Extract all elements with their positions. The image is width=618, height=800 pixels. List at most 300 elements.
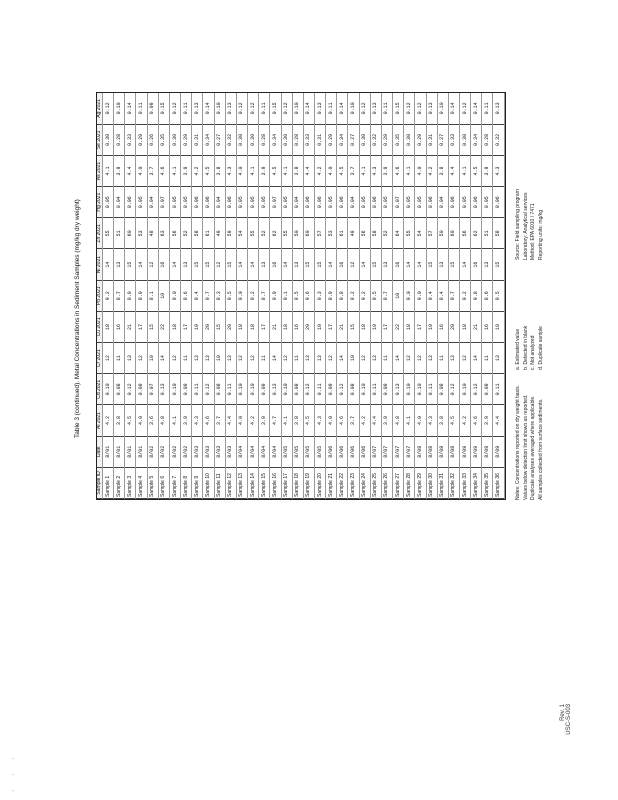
- table-cell: 20: [303, 311, 314, 342]
- table-cell: 0.09: [181, 374, 192, 405]
- table-cell: 60: [303, 218, 314, 249]
- row-label-cell: Sample 10: [203, 467, 214, 498]
- table-cell: 62: [270, 218, 281, 249]
- table-cell: 0.12: [248, 93, 259, 124]
- table-cell: 15: [125, 249, 136, 280]
- table-cell: 9.4: [426, 280, 437, 311]
- row-label-cell: Sample 2: [114, 467, 125, 498]
- table-cell: 0.30: [103, 124, 114, 155]
- table-cell: 8.7: [381, 280, 392, 311]
- table-cell: 13: [303, 343, 314, 374]
- table-cell: 0.05: [181, 187, 192, 218]
- table-cell: 8/09: [493, 436, 505, 467]
- table-cell: 3.7: [348, 405, 359, 436]
- table-cell: 49: [214, 218, 225, 249]
- table-cell: 0.11: [192, 374, 203, 405]
- table-cell: 3.9: [259, 405, 270, 436]
- table-cell: 0.28: [292, 124, 303, 155]
- row-label-cell: Sample 3: [125, 467, 136, 498]
- table-cell: 16: [337, 249, 348, 280]
- table-cell: 0.05: [460, 187, 471, 218]
- table-cell: 0.31: [426, 124, 437, 155]
- column-header: Zn 2021: [97, 218, 103, 249]
- table-cell: 17: [259, 311, 270, 342]
- table-cell: 8/02: [158, 436, 169, 467]
- table-row: [236, 93, 247, 499]
- table-cell: 56: [359, 218, 370, 249]
- table-cell: 48: [147, 218, 158, 249]
- table-cell: 17: [181, 311, 192, 342]
- table-row: [370, 93, 381, 499]
- table-cell: 12: [359, 343, 370, 374]
- table-cell: 3.7: [214, 405, 225, 436]
- table-cell: 16: [482, 311, 493, 342]
- table-cell: 0.09: [259, 374, 270, 405]
- table-cell: 12: [281, 343, 292, 374]
- column-header: Al 2021: [97, 405, 103, 436]
- column-header: Date: [97, 436, 103, 467]
- table-row: [214, 93, 225, 499]
- table-cell: 4.1: [281, 405, 292, 436]
- table-cell: 0.34: [203, 124, 214, 155]
- footnote-line: Laboratory: Analytical services: [522, 192, 529, 260]
- table-cell: 0.10: [404, 374, 415, 405]
- column-header: Sample ID: [97, 467, 103, 498]
- table-cell: 0.08: [114, 374, 125, 405]
- table-row: [437, 93, 448, 499]
- table-cell: 3.9: [259, 155, 270, 186]
- table-row: [381, 93, 392, 499]
- table-cell: 10: [348, 343, 359, 374]
- table-cell: 0.30: [404, 124, 415, 155]
- table-cell: 14: [337, 343, 348, 374]
- table-cell: 12: [404, 343, 415, 374]
- table-row: [259, 93, 270, 499]
- row-label-cell: Sample 21: [326, 467, 337, 498]
- table-cell: 13: [259, 249, 270, 280]
- table-cell: 4.5: [125, 405, 136, 436]
- table-cell: 15: [314, 249, 325, 280]
- table-cell: 0.09: [147, 93, 158, 124]
- table-cell: 8/04: [270, 436, 281, 467]
- data-table-container: [96, 92, 506, 500]
- table-cell: 0.07: [393, 187, 404, 218]
- table-cell: 0.04: [292, 187, 303, 218]
- table-cell: 0.10: [460, 374, 471, 405]
- table-cell: 3.7: [147, 155, 158, 186]
- table-row: [281, 93, 292, 499]
- table-cell: 0.12: [125, 374, 136, 405]
- table-cell: 4.8: [158, 405, 169, 436]
- row-label-cell: Sample 25: [370, 467, 381, 498]
- table-cell: 0.13: [158, 374, 169, 405]
- row-label-cell: Sample 16: [270, 467, 281, 498]
- table-cell: 8/06: [337, 436, 348, 467]
- table-cell: 4.4: [125, 155, 136, 186]
- table-cell: 0.10: [359, 374, 370, 405]
- table-cell: 59: [225, 218, 236, 249]
- row-label-cell: Sample 35: [482, 467, 493, 498]
- table-cell: 0.05: [259, 187, 270, 218]
- table-cell: 0.28: [381, 124, 392, 155]
- table-cell: 4.0: [415, 405, 426, 436]
- table-cell: 8/07: [370, 436, 381, 467]
- table-cell: 0.10: [169, 374, 180, 405]
- table-cell: 15: [448, 249, 459, 280]
- table-cell: 0.05: [482, 187, 493, 218]
- reference-code: USC-S-003: [566, 704, 572, 735]
- table-cell: 0.34: [471, 124, 482, 155]
- table-cell: 57: [314, 218, 325, 249]
- table-row: [136, 93, 147, 499]
- column-header: Ni 2021: [97, 249, 103, 280]
- table-cell: 9.2: [359, 280, 370, 311]
- table-row: [348, 93, 359, 499]
- footnote-line: Duplicate analyses averaged where applicable.: [530, 395, 536, 500]
- table-cell: 51: [482, 218, 493, 249]
- table-cell: 13: [381, 249, 392, 280]
- row-label-cell: Sample 5: [147, 467, 158, 498]
- table-cell: 50: [292, 218, 303, 249]
- table-cell: 9.3: [314, 280, 325, 311]
- table-cell: 0.10: [236, 374, 247, 405]
- table-cell: 4.0: [326, 405, 337, 436]
- table-cell: 0.14: [448, 93, 459, 124]
- table-cell: 4.5: [303, 405, 314, 436]
- table-cell: 17: [415, 311, 426, 342]
- table-cell: 15: [203, 249, 214, 280]
- table-row: [125, 93, 136, 499]
- table-cell: 10: [147, 343, 158, 374]
- table-cell: 21: [270, 311, 281, 342]
- table-row: [415, 93, 426, 499]
- table-cell: 0.06: [225, 187, 236, 218]
- table-cell: 0.12: [471, 374, 482, 405]
- table-cell: 16: [114, 311, 125, 342]
- table-cell: 12: [236, 343, 247, 374]
- reference-sub: Rev. 1: [560, 704, 566, 721]
- table-cell: 0.09: [136, 374, 147, 405]
- row-label-cell: Sample 8: [181, 467, 192, 498]
- table-cell: 4.4: [303, 155, 314, 186]
- table-row: [103, 93, 114, 499]
- table-cell: 8/09: [471, 436, 482, 467]
- table-cell: 18: [103, 311, 114, 342]
- footnote-line: Values below detection limit shown as reported.: [522, 394, 529, 500]
- footnote-line: Source: Field sampling program: [515, 189, 521, 260]
- table-cell: 15: [348, 311, 359, 342]
- table-cell: 0.06: [426, 187, 437, 218]
- table-cell: 0.06: [314, 187, 325, 218]
- table-cell: 0.11: [482, 93, 493, 124]
- row-label-cell: Sample 24: [359, 467, 370, 498]
- table-cell: 0.29: [136, 124, 147, 155]
- table-cell: 0.12: [448, 374, 459, 405]
- table-cell: 0.12: [415, 93, 426, 124]
- row-label-cell: Sample 6: [158, 467, 169, 498]
- row-label-cell: Sample 33: [460, 467, 471, 498]
- table-cell: 15: [370, 249, 381, 280]
- table-cell: 4.2: [314, 155, 325, 186]
- column-header: Cr 2021: [97, 343, 103, 374]
- table-cell: 0.10: [214, 93, 225, 124]
- table-cell: 14: [359, 249, 370, 280]
- table-cell: 8/05: [281, 436, 292, 467]
- table-cell: 4.3: [493, 155, 505, 186]
- table-row: [147, 93, 158, 499]
- table-cell: 18: [248, 311, 259, 342]
- table-row: [393, 93, 404, 499]
- table-cell: 49: [348, 218, 359, 249]
- table-cell: 12: [460, 343, 471, 374]
- table-cell: 4.2: [103, 405, 114, 436]
- table-cell: 13: [114, 249, 125, 280]
- table-cell: 14: [281, 249, 292, 280]
- footnote-line: c. Not analyzed: [530, 335, 536, 370]
- table-row: [404, 93, 415, 499]
- table-cell: 9.6: [303, 280, 314, 311]
- table-cell: 8/08: [415, 436, 426, 467]
- table-row: [482, 93, 493, 499]
- table-cell: 0.31: [192, 124, 203, 155]
- column-header: Hg 2021: [97, 187, 103, 218]
- table-cell: 54: [415, 218, 426, 249]
- table-cell: 9.0: [404, 280, 415, 311]
- table-cell: 19: [314, 311, 325, 342]
- table-cell: 63: [158, 218, 169, 249]
- table-cell: 8/06: [348, 436, 359, 467]
- table-cell: 3.8: [437, 155, 448, 186]
- table-cell: 0.05: [136, 187, 147, 218]
- table-cell: 11: [259, 343, 270, 374]
- table-cell: 0.10: [281, 374, 292, 405]
- table-cell: 55: [103, 218, 114, 249]
- table-cell: 9.5: [493, 280, 505, 311]
- table-cell: 0.34: [270, 124, 281, 155]
- table-cell: 4.4: [493, 405, 505, 436]
- footnote-line: d. Duplicate sample: [537, 326, 544, 370]
- table-cell: 21: [471, 311, 482, 342]
- footnote-line: b. Detected in blank: [522, 325, 529, 370]
- table-row: [493, 93, 505, 499]
- row-label-cell: Sample 32: [448, 467, 459, 498]
- table-cell: 8/05: [314, 436, 325, 467]
- row-label-cell: Sample 22: [337, 467, 348, 498]
- table-cell: 0.11: [426, 374, 437, 405]
- table-cell: 0.32: [225, 124, 236, 155]
- table-cell: 8/07: [404, 436, 415, 467]
- table-cell: 8/08: [426, 436, 437, 467]
- table-cell: 11: [292, 343, 303, 374]
- table-cell: 0.06: [203, 187, 214, 218]
- table-cell: 0.15: [393, 93, 404, 124]
- table-cell: 3.9: [381, 155, 392, 186]
- row-label-cell: Sample 1: [103, 467, 114, 498]
- table-cell: 8.4: [437, 280, 448, 311]
- table-cell: 9.9: [270, 280, 281, 311]
- table-cell: 13: [437, 249, 448, 280]
- table-cell: 14: [460, 249, 471, 280]
- table-cell: 0.30: [281, 124, 292, 155]
- table-cell: 4.2: [192, 155, 203, 186]
- table-cell: 13: [192, 343, 203, 374]
- table-cell: 0.15: [158, 93, 169, 124]
- table-cell: 8/07: [393, 436, 404, 467]
- table-cell: 0.32: [493, 124, 505, 155]
- table-cell: 4.1: [281, 155, 292, 186]
- table-cell: 19: [192, 311, 203, 342]
- table-row: [337, 93, 348, 499]
- table-cell: 10: [393, 280, 404, 311]
- table-cell: 9.0: [415, 280, 426, 311]
- row-label-cell: Sample 27: [393, 467, 404, 498]
- table-cell: 8.5: [292, 280, 303, 311]
- table-cell: 0.13: [493, 93, 505, 124]
- table-cell: 21: [337, 311, 348, 342]
- table-cell: 0.12: [359, 93, 370, 124]
- table-cell: 18: [404, 311, 415, 342]
- row-label-cell: Sample 17: [281, 467, 292, 498]
- table-cell: 0.05: [404, 187, 415, 218]
- table-cell: 0.06: [370, 187, 381, 218]
- table-cell: 60: [125, 218, 136, 249]
- table-cell: 14: [471, 343, 482, 374]
- table-cell: 0.05: [169, 187, 180, 218]
- table-cell: 61: [203, 218, 214, 249]
- footnote-line: a. Estimated value: [515, 328, 521, 370]
- table-cell: 4.3: [225, 155, 236, 186]
- table-cell: 0.10: [103, 374, 114, 405]
- table-cell: 8/06: [326, 436, 337, 467]
- table-cell: 0.13: [370, 93, 381, 124]
- table-cell: 52: [381, 218, 392, 249]
- table-cell: 0.12: [236, 93, 247, 124]
- table-cell: 8/01: [114, 436, 125, 467]
- table-cell: 10: [214, 343, 225, 374]
- table-cell: 16: [393, 249, 404, 280]
- table-cell: 0.30: [460, 124, 471, 155]
- table-row: [426, 93, 437, 499]
- table-cell: 54: [236, 218, 247, 249]
- footnote-line: Reporting units: mg/kg: [537, 209, 544, 260]
- table-cell: 0.26: [147, 124, 158, 155]
- table-cell: 0.14: [125, 93, 136, 124]
- table-cell: 16: [471, 249, 482, 280]
- table-cell: 15: [147, 311, 158, 342]
- table-cell: 13: [203, 343, 214, 374]
- table-cell: 0.11: [259, 93, 270, 124]
- table-cell: 0.12: [404, 93, 415, 124]
- table-cell: 0.04: [147, 187, 158, 218]
- row-label-cell: Sample 36: [493, 467, 505, 498]
- table-cell: 4.4: [448, 155, 459, 186]
- table-cell: 55: [281, 218, 292, 249]
- table-cell: 11: [181, 343, 192, 374]
- table-cell: 64: [393, 218, 404, 249]
- footnote-line: Method: EPA 6010 / 7471: [530, 203, 536, 260]
- table-cell: 3.9: [482, 405, 493, 436]
- table-cell: 0.29: [415, 124, 426, 155]
- row-label-cell: Sample 9: [192, 467, 203, 498]
- table-cell: 4.3: [426, 405, 437, 436]
- row-label-cell: Sample 26: [381, 467, 392, 498]
- table-cell: 4.6: [393, 155, 404, 186]
- table-cell: 20: [448, 311, 459, 342]
- row-label-cell: Sample 34: [471, 467, 482, 498]
- table-cell: 4.1: [103, 155, 114, 186]
- table-row: [203, 93, 214, 499]
- table-cell: 15: [426, 249, 437, 280]
- table-cell: 14: [136, 249, 147, 280]
- column-header: Se 2021: [97, 124, 103, 155]
- table-cell: 4.0: [236, 405, 247, 436]
- row-label-cell: Sample 31: [437, 467, 448, 498]
- row-label-cell: Sample 30: [426, 467, 437, 498]
- table-cell: 0.13: [393, 374, 404, 405]
- table-cell: 0.04: [114, 187, 125, 218]
- table-cell: 4.0: [236, 155, 247, 186]
- table-cell: 0.05: [281, 187, 292, 218]
- table-cell: 3.9: [482, 155, 493, 186]
- table-cell: 53: [136, 218, 147, 249]
- table-cell: 9.8: [471, 280, 482, 311]
- table-cell: 0.10: [348, 93, 359, 124]
- table-cell: 0.34: [337, 124, 348, 155]
- table-cell: 18: [359, 311, 370, 342]
- table-cell: 18: [460, 311, 471, 342]
- table-cell: 22: [393, 311, 404, 342]
- table-cell: 8.9: [326, 280, 337, 311]
- table-cell: 11: [482, 343, 493, 374]
- table-cell: 4.7: [270, 405, 281, 436]
- table-cell: 0.11: [181, 93, 192, 124]
- row-label-cell: Sample 28: [404, 467, 415, 498]
- table-cell: 0.10: [415, 374, 426, 405]
- table-cell: 8/05: [303, 436, 314, 467]
- table-cell: 13: [448, 343, 459, 374]
- table-cell: 9.5: [225, 280, 236, 311]
- table-cell: 0.15: [270, 93, 281, 124]
- table-cell: 11: [381, 343, 392, 374]
- table-cell: 0.07: [270, 187, 281, 218]
- table-cell: 0.29: [326, 124, 337, 155]
- table-cell: 0.13: [314, 93, 325, 124]
- table-cell: 8/01: [136, 436, 147, 467]
- row-label-cell: Sample 13: [236, 467, 247, 498]
- table-cell: 0.10: [437, 93, 448, 124]
- table-cell: 0.04: [348, 187, 359, 218]
- table-cell: 14: [270, 343, 281, 374]
- table-cell: 55: [404, 218, 415, 249]
- table-cell: 16: [437, 311, 448, 342]
- table-row: [314, 93, 325, 499]
- table-cell: 9.9: [125, 280, 136, 311]
- table-cell: 3.9: [181, 155, 192, 186]
- table-row: [114, 93, 125, 499]
- footnote-column-3: [515, 165, 545, 260]
- table-cell: 15: [192, 249, 203, 280]
- table-cell: 0.08: [292, 374, 303, 405]
- table-cell: 0.05: [326, 187, 337, 218]
- table-cell: 14: [248, 249, 259, 280]
- table-cell: 15: [493, 249, 505, 280]
- table-cell: 0.06: [303, 187, 314, 218]
- table-cell: 0.32: [370, 124, 381, 155]
- table-cell: 0.10: [248, 374, 259, 405]
- table-cell: 8/03: [225, 436, 236, 467]
- table-cell: 4.6: [158, 155, 169, 186]
- table-cell: 8/01: [103, 436, 114, 467]
